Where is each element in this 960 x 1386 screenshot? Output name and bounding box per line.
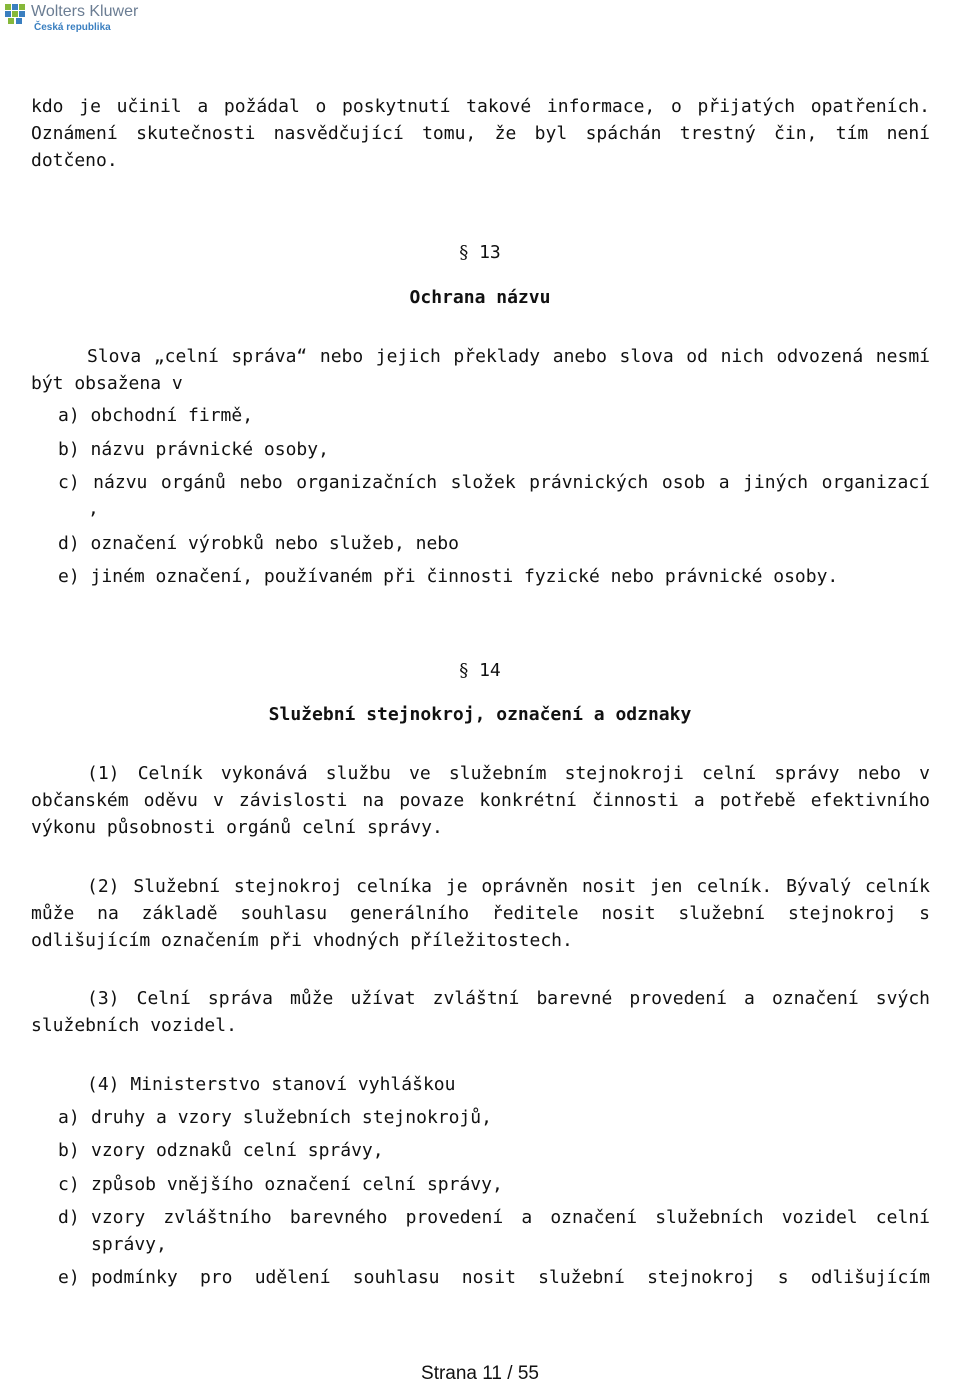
list-item <box>58 1171 930 1198</box>
list-item: e) jiném označení, používaném při činnosti fyzické nebo právnické osoby. <box>58 566 839 587</box>
section-14-paragraph-4: (4) Ministerstvo stanoví vyhláškou <box>87 1074 456 1095</box>
list-text: podmínky pro udělení souhlasu nosit služební stejnokroj s odlišujícím <box>91 1267 930 1288</box>
list-item-continuation: , <box>88 498 99 519</box>
list-marker: d) <box>58 1207 80 1228</box>
section-13-number: § 13 <box>459 242 501 263</box>
list-item: d) označení výrobků nebo služeb, nebo <box>58 533 459 554</box>
list-item: b) názvu právnické osoby, <box>58 439 329 460</box>
logo-subtitle: Česká republika <box>34 22 111 33</box>
list-text: vzory zvláštního barevného provedení a označení služebních vozidel celní správy, <box>91 1207 930 1255</box>
section-14-paragraph-1: (1) Celník vykonává službu ve služebním stejnokroji celní správy nebo v občanském oděvu v závislosti na povaze konkrétní činnosti a potřebě efektivního výkonu působnosti orgánů celní správy. <box>31 763 930 838</box>
list-item <box>58 1264 930 1291</box>
list-text: způsob vnějšího označení celní správy, <box>91 1174 503 1195</box>
list-item <box>58 1204 930 1258</box>
list-item <box>58 1104 930 1131</box>
section-14-paragraph-3: (3) Celní správa může užívat zvláštní barevné provedení a označení svých služebních vozidel. <box>31 988 930 1036</box>
list-text: druhy a vzory služebních stejnokrojů, <box>91 1107 492 1128</box>
list-marker: a) <box>58 1107 80 1128</box>
section-13-title: Ochrana názvu <box>409 287 551 308</box>
list-text: vzory odznaků celní správy, <box>91 1140 384 1161</box>
section-14-title: Služební stejnokroj, označení a odznaky <box>268 704 692 725</box>
wolters-kluwer-mark-icon <box>4 3 26 25</box>
section-13-intro: Slova „celní správa“ nebo jejich překlady anebo slova od nich odvozená nesmí být obsažena v <box>31 346 930 394</box>
list-item: c) názvu orgánů nebo organizačních složek právnických osob a jiných organizací <box>58 472 930 493</box>
list-marker: b) <box>58 1140 80 1161</box>
list-item: a) obchodní firmě, <box>58 405 254 426</box>
section-14-number: § 14 <box>459 660 501 681</box>
list-marker: e) <box>58 1267 80 1288</box>
list-item <box>58 1137 930 1164</box>
page-number: Strana 11 / 55 <box>421 1363 539 1384</box>
logo-name: Wolters Kluwer <box>31 3 139 20</box>
continuation-paragraph: kdo je učinil a požádal o poskytnutí takové informace, o přijatých opatřeních. Oznámení skutečnosti nasvědčující tomu, že byl spáchán trestný čin, tím není dotčeno. <box>31 96 930 171</box>
section-14-paragraph-2: (2) Služební stejnokroj celníka je oprávněn nosit jen celník. Bývalý celník může na základě souhlasu generálního ředitele nosit služební stejnokroj s odlišujícím označením při vhodných příležitostech. <box>31 876 930 951</box>
publisher-logo <box>4 3 154 35</box>
list-marker: c) <box>58 1174 80 1195</box>
